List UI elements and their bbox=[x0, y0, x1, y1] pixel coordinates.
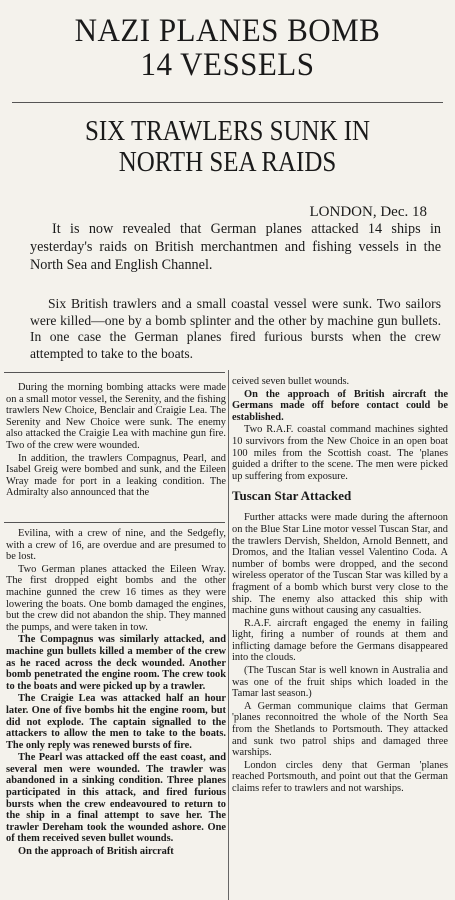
sub-headline-line2: NORTH SEA RAIDS bbox=[118, 146, 337, 178]
left-top-paragraph: During the morning bombing attacks were made on a small motor vessel, the Serenity, and the fishing trawlers New Choice, Benclair and Craigie Lea. The Serenity and New Choice were sunk. The enemy also attacked the Craigie Lea with machine gun fire. Two of the crew were wounded. bbox=[6, 382, 226, 451]
main-headline-line1: NAZI PLANES BOMB bbox=[74, 13, 381, 49]
right-paragraph: ceived seven bullet wounds. bbox=[232, 376, 350, 387]
left-bottom-paragraph: The Compagnus was similarly attacked, and machine gun bullets killed a member of the crew as he raced across the deck wounded. Another bomb penetrated the engine room. The crew took to the boats and were picked up by a trawler. bbox=[6, 634, 226, 692]
section-subhead: Tuscan Star Attacked bbox=[232, 488, 352, 504]
left-column-break-rule bbox=[4, 522, 225, 523]
left-column-top-rule bbox=[4, 372, 225, 373]
lead-paragraph-1: It is now revealed that German planes attacked 14 ships in yesterday's raids on British merchantmen and fishing vessels in the North Sea and English Channel. bbox=[30, 221, 441, 273]
right-paragraph: (The Tuscan Star is well known in Australia and was one of the fruit ships which loaded in the Tamar last season.) bbox=[232, 665, 448, 700]
left-bottom-paragraph: Two German planes attacked the Eileen Wray. The first dropped eight bombs and the other machine gunned the crew 16 times as they were lowering the boats. One bomb damaged the engines, but the crew did not abandon the ship. They manned the pumps, and were taken in tow. bbox=[6, 563, 226, 633]
column-divider bbox=[228, 370, 229, 900]
right-paragraph: London circles deny that German 'planes reached Portsmouth, and point out that the German claims refer to trawlers and not warships. bbox=[232, 759, 448, 794]
left-bottom-paragraph: Evilina, with a crew of nine, and the Sedgefly, with a crew of 16, are overdue and are presumed to be lost. bbox=[6, 528, 226, 563]
sub-headline-line1: SIX TRAWLERS SUNK IN bbox=[84, 115, 371, 147]
main-headline bbox=[19, 14, 435, 82]
right-paragraph: R.A.F. aircraft engaged the enemy in failing light, firing a number of rounds at them and inflicting damage before the Germans disappeared into the clouds. bbox=[232, 617, 448, 664]
left-bottom-paragraph: On the approach of British aircraft bbox=[18, 846, 174, 858]
right-paragraph: Two R.A.F. coastal command machines sighted 10 survivors from the New Choice in an open boat 100 miles from the Scottish coast. The 'planes guided a drifter to the scene. The men were picked up suffering from exposure. bbox=[232, 424, 448, 482]
dateline: LONDON, Dec. 18 bbox=[309, 204, 427, 220]
right-paragraph: A German communique claims that German 'planes reconnoitred the whole of the North Sea from the Shetlands to Portsmouth. They attacked and sunk two patrol ships and damaged three warships. bbox=[232, 700, 448, 759]
lead-paragraph-2: Six British trawlers and a small coastal vessel were sunk. Two sailors were killed—one by a bomb splinter and the other by machine gun bullets. In one case the German planes fired furious bursts when the crew attempted to take to the boats. bbox=[30, 296, 441, 361]
left-column-bottom bbox=[6, 528, 226, 900]
right-paragraph: Further attacks were made during the afternoon on the Blue Star Line motor vessel Tuscan Star, and the trawlers Dervish, Sheldon, Arnold Bennett, and Dromos, and the Italian vessel Valentino Coda. A number of bombs were dropped, and the second wireless operator of the Tuscan Star was killed by a fragment of a bomb which burst very close to the ship. The enemy also attacked this ship with machine guns without causing any casualties. bbox=[232, 512, 448, 617]
main-headline-line2: 14 VESSELS bbox=[140, 47, 315, 83]
right-column bbox=[232, 376, 448, 900]
right-paragraph: On the approach of British aircraft the Germans made off before contact could be established. bbox=[232, 388, 448, 423]
headline-divider bbox=[12, 102, 443, 103]
left-bottom-paragraph: The Craigie Lea was attacked half an hour later. One of five bombs hit the engine room, but did not explode. The captain signalled to the attackers to allow the men to take to the boats. The only reply was renewed bursts of fire. bbox=[6, 693, 226, 751]
left-top-paragraph: In addition, the trawlers Compagnus, Pearl, and Isabel Greig were bombed and sunk, and the Eileen Wray made for port in a leaking condition. The Admiralty also announced that the bbox=[6, 452, 226, 499]
left-bottom-paragraph: The Pearl was attacked off the east coast, and several men were wounded. The trawler was abandoned in a sinking condition. Three planes participated in this attack, and fired furious bursts when the crew endeavoured to return to the ship in a final attempt to save her. The trawler Dereham took the wounded ashore. One of them received seven bullet wounds. bbox=[6, 752, 226, 845]
sub-headline bbox=[35, 116, 419, 178]
left-column-top bbox=[6, 382, 226, 518]
